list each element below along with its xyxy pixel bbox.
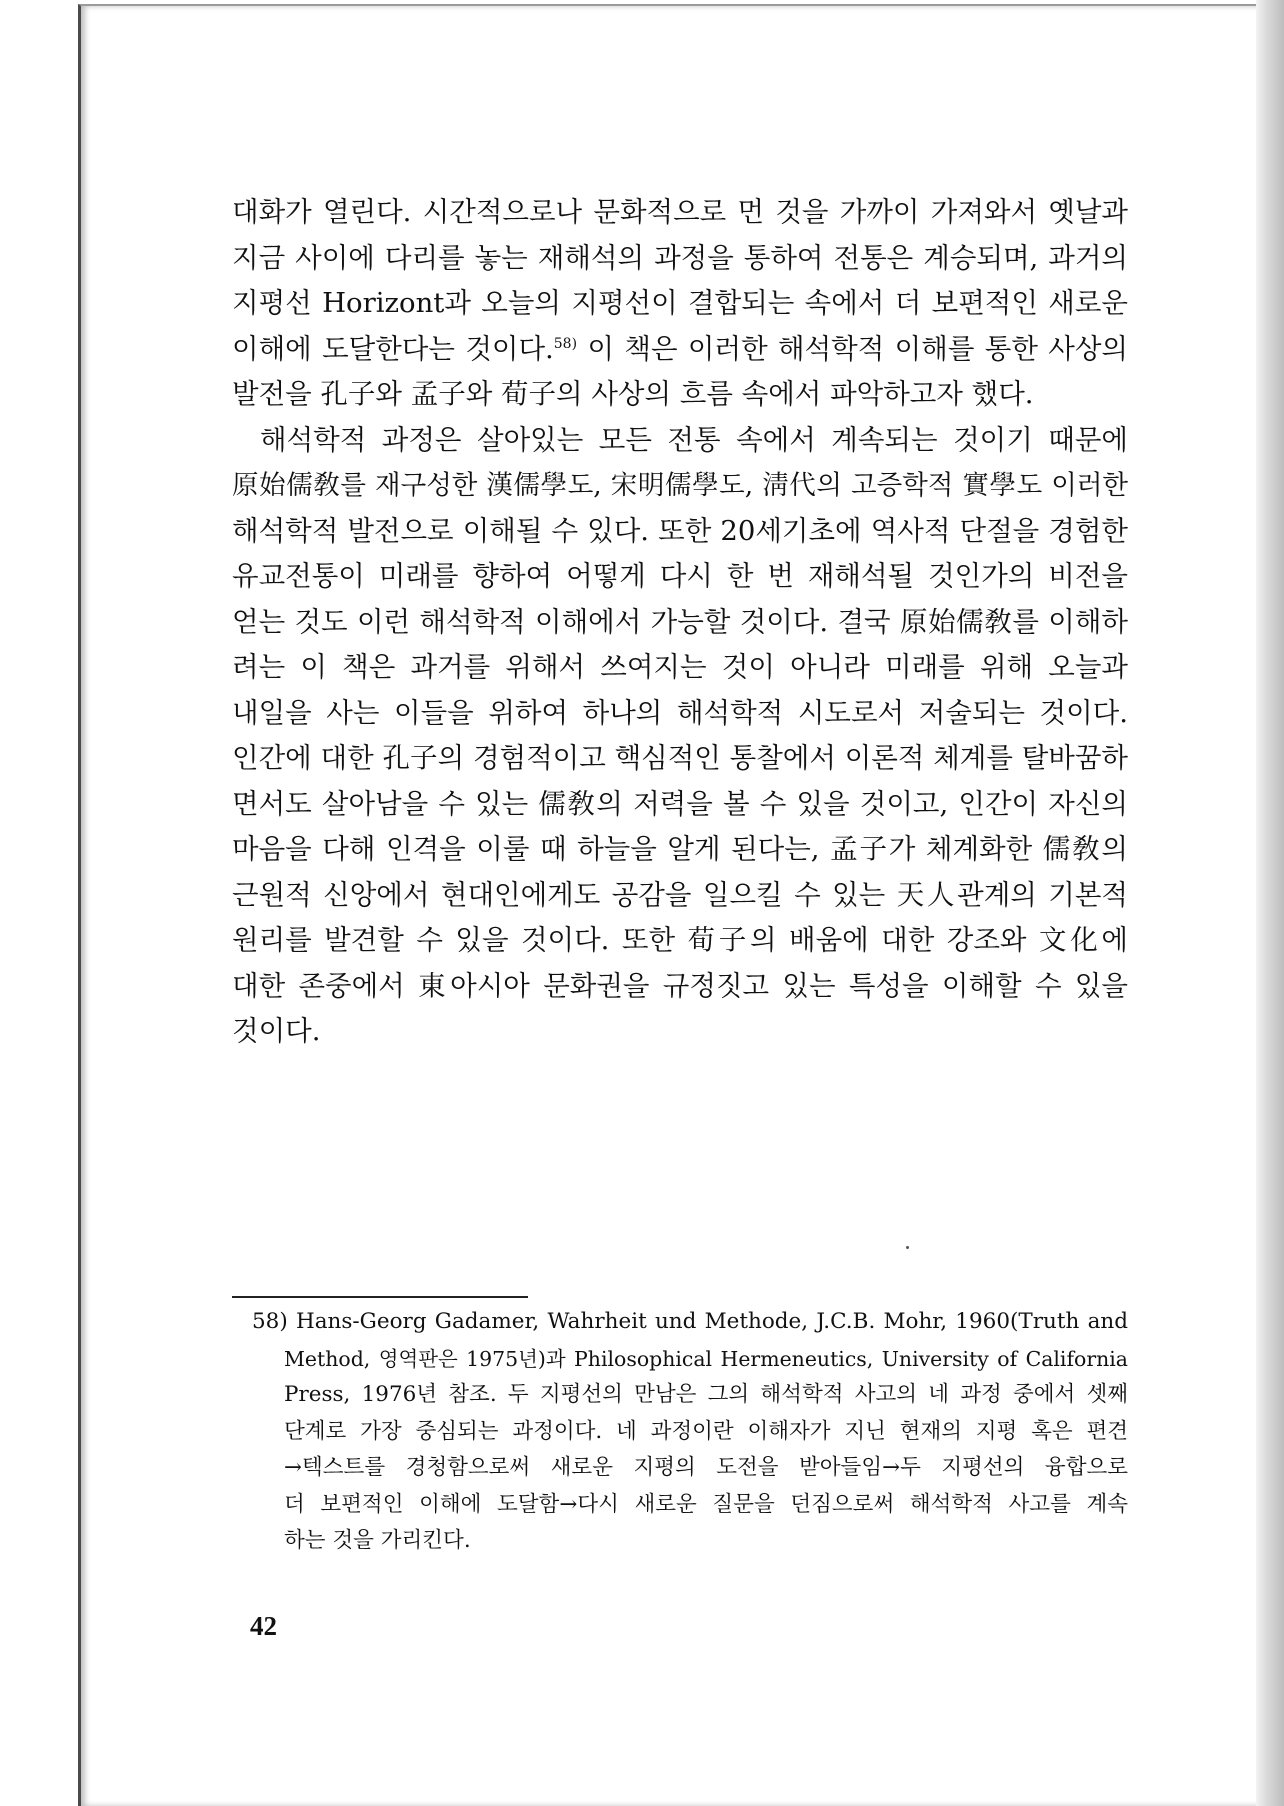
- footnote-rule: [232, 1296, 528, 1298]
- page-edge-shadow: [1256, 0, 1284, 1806]
- text-line: 原始儒敎를 재구성한 漢儒學도, 宋明儒學도, 淸代의 고증학적 實學도 이러한: [232, 470, 1128, 501]
- footnote-58: [232, 1304, 1128, 1560]
- text-line: 인간에 대한 孔子의 경험적이고 핵심적인 통찰에서 이론적 체계를 탈바꿈하: [232, 742, 1128, 774]
- footnote-reference: 58): [553, 335, 578, 352]
- footnote-line: →텍스트를 경청함으로써 새로운 지평의 도전을 받아들임→두 지평선의 융합으로: [284, 1455, 1128, 1480]
- stray-mark: [906, 1246, 909, 1249]
- footnote-line: 58) Hans-Georg Gadamer, Wahrheit und Methode, J.C.B. Mohr, 1960(Truth and: [252, 1309, 1128, 1334]
- text-line: 면서도 살아남을 수 있는 儒敎의 저력을 볼 수 있을 것이고, 인간이 자신의: [232, 787, 1128, 820]
- body-text: [232, 190, 1128, 1055]
- text-line: 려는 이 책은 과거를 위해서 쓰여지는 것이 아니라 미래를 위해 오늘과: [232, 651, 1128, 683]
- footnote-line: 하는 것을 가리킨다.: [284, 1528, 471, 1553]
- text-segment: 이 책은 이러한 해석학적 이해를 통한 사상의: [577, 332, 1128, 365]
- text-line: 대화가 열린다. 시간적으로나 문화적으로 먼 것을 가까이 가져와서 옛날과: [232, 196, 1128, 228]
- footnote-line: Press, 1976년 참조. 두 지평선의 만남은 그의 해석학적 사고의 네 과정 중에서 셋째: [284, 1382, 1128, 1407]
- text-line: [232, 327, 1128, 373]
- text-line: 유교전통이 미래를 향하여 어떻게 다시 한 번 재해석될 것인가의 비전을: [232, 560, 1128, 592]
- text-line: 해석학적 발전으로 이해될 수 있다. 또한 20세기초에 역사적 단절을 경험한: [232, 514, 1128, 547]
- text-line: 얻는 것도 이런 해석학적 이해에서 가능할 것이다. 결국 原始儒敎를 이해하: [232, 605, 1128, 638]
- footnote-line: 더 보편적인 이해에 도달함→다시 새로운 질문을 던짐으로써 해석학적 사고를 계속: [284, 1491, 1128, 1517]
- paragraph-1: [232, 190, 1128, 418]
- text-line: 지평선 Horizont과 오늘의 지평선이 결합되는 속에서 더 보편적인 새로운: [232, 287, 1128, 319]
- text-line: 대한 존중에서 東아시아 문화권을 규정짓고 있는 특성을 이해할 수 있을: [232, 969, 1128, 1002]
- text-line: 원리를 발견할 수 있을 것이다. 또한 荀子의 배움에 대한 강조와 文化에: [232, 924, 1128, 956]
- text-line: 마음을 다해 인격을 이룰 때 하늘을 알게 된다는, 孟子가 체계화한 儒敎의: [232, 833, 1128, 865]
- footnote-line: Method, 영역판은 1975년)과 Philosophical Hermeneutics, University of California: [284, 1346, 1128, 1371]
- text-line: 발전을 孔子와 孟子와 荀子의 사상의 흐름 속에서 파악하고자 했다.: [232, 378, 1034, 410]
- text-line: 것이다.: [232, 1015, 321, 1047]
- paragraph-2: [232, 418, 1128, 1055]
- footnote-line: 단계로 가장 중심되는 과정이다. 네 과정이란 이해자가 지닌 현재의 지평 혹은 편견: [284, 1418, 1128, 1444]
- text-line: 근원적 신앙에서 현대인에게도 공감을 일으킬 수 있는 天人관계의 기본적: [232, 878, 1128, 911]
- text-line: 지금 사이에 다리를 놓는 재해석의 과정을 통하여 전통은 계승되며, 과거의: [232, 241, 1128, 274]
- text-line: 해석학적 과정은 살아있는 모든 전통 속에서 계속되는 것이기 때문에: [260, 423, 1128, 456]
- page-number: 42: [250, 1611, 277, 1641]
- text-line: 내일을 사는 이들을 위하여 하나의 해석학적 시도로서 저술되는 것이다.: [232, 696, 1128, 729]
- text-segment: 이해에 도달한다는 것이다.: [232, 332, 554, 365]
